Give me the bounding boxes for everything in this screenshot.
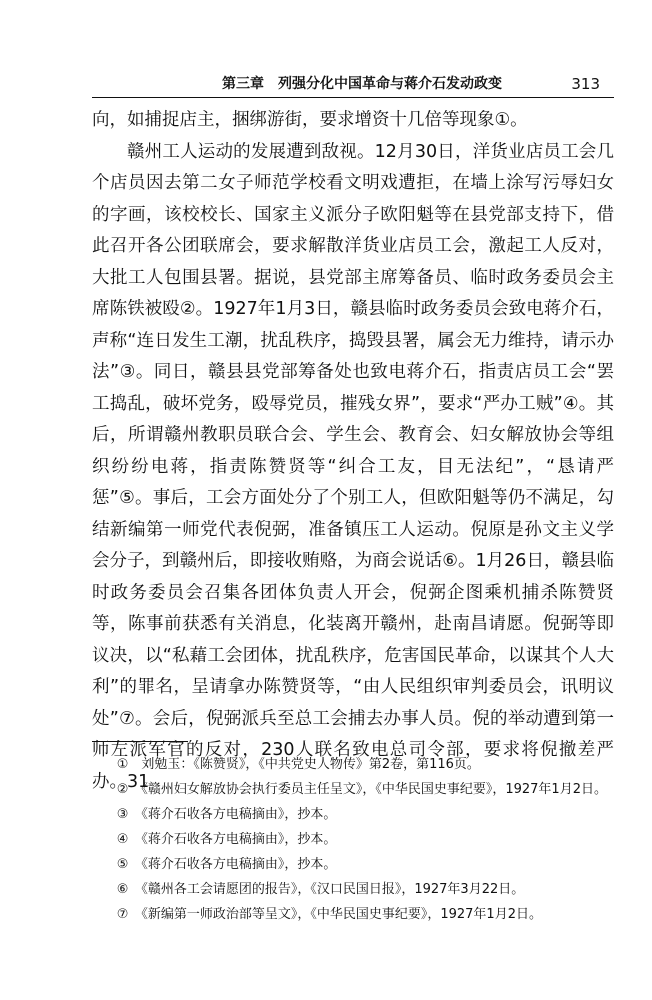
paragraph-continued: 向，如捕捉店主，捆绑游街，要求增资十几倍等现象①。	[92, 110, 528, 130]
footnote-rule	[92, 741, 188, 742]
footnote-2: ② 《赣州妇女解放协会执行委员主任呈文》，《中华民国史事纪要》，1927年1月2日。	[116, 782, 607, 797]
page-number: 313	[571, 75, 600, 93]
footnote-7: ⑦ 《新编第一师政治部等呈文》，《中华民国史事纪要》，1927年1月2日。	[116, 907, 542, 922]
chapter-title: 第三章 列强分化中国革命与蒋介石发动政变	[222, 76, 502, 92]
footnotes	[92, 752, 614, 927]
footnote-6: ⑥ 《赣州各工会请愿团的报告》，《汉口民国日报》，1927年3月22日。	[116, 882, 525, 897]
paragraph: 赣州工人运动的发展遭到敌视。12月30日，洋货业店员工会几个店员因去第二女子师范学校看文明戏遭拒，在墙上涂写污辱妇女的字画，该校校长、国家主义派分子欧阳魁等在县党部支持下，借此召开各公团联席会，要求解散洋货业店员工会，激起工人反对，大批工人包围县署。据说，县党部主席筹备员、临时政务委员会主席陈铁被殴②。1927年1月3日，赣县临时政务委员会致电蒋介石，声称“连日发生工潮，扰乱秩序，捣毁县署，属会无力维持，请示办法”③。同日，赣县县党部筹备处也致电蒋介石，指责店员工会“罢工捣乱，破坏党务，殴辱党员，摧残女界”，要求“严办工贼”④。其后，所谓赣州教职员联合会、学生会、教育会、妇女解放协会等组织纷纷电蒋，指责陈赞贤等“纠合工友，目无法纪”，“恳请严惩”⑤。事后，工会方面处分了个别工人，但欧阳魁等仍不满足，勾结新编第一师党代表倪弼，准备镇压工人运动。倪原是孙文主义学会分子，到赣州后，即接收贿赂，为商会说话⑥。1月26日，赣县临时政务委员会召集各团体负责人开会，倪弼企图乘机捕杀陈赞贤等，陈事前获悉有关消息，化装离开赣州，赴南昌请愿。倪弼等即议决，以“私藉工会团体，扰乱秩序，危害国民革命，以谋其个人大利”的罪名，呈请拿办陈赞贤等，“由人民组织审判委员会，讯明议处”⑦。会后，倪弼派兵至总工会捕去办事人员。倪的举动遭到第一师左派军官的反对，230人联名致电总司令部，要求将倪撤差严办。31	[92, 141, 614, 792]
footnote-3: ③ 《蒋介石收各方电稿摘由》，抄本。	[116, 807, 337, 822]
header-rule	[92, 97, 614, 98]
footnote-5: ⑤ 《蒋介石收各方电稿摘由》，抄本。	[116, 857, 337, 872]
body-text	[92, 105, 614, 798]
footnote-4: ④ 《蒋介石收各方电稿摘由》，抄本。	[116, 832, 337, 847]
footnote-1: ① 刘勉玉：《陈赞贤》，《中共党史人物传》第2卷，第116页。	[116, 757, 480, 772]
running-header	[92, 74, 612, 96]
